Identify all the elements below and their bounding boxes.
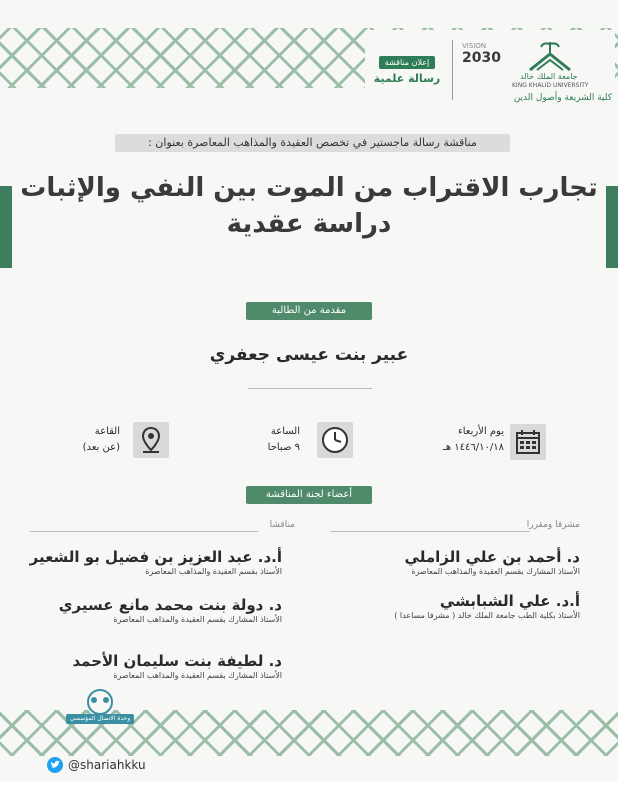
- examiner-1: [2, 548, 282, 576]
- location-pin-icon: [133, 422, 169, 458]
- examiner-2-role: الأستاذ المشارك بقسم العقيدة والمذاهب المعاصرة: [113, 615, 282, 624]
- examiners-heading: مناقشا: [269, 520, 295, 530]
- day-label: يوم الأربعاء: [458, 426, 504, 437]
- twitter-handle[interactable]: @shariahkku: [68, 758, 146, 772]
- examiner-2: [2, 596, 282, 624]
- date-value: ١٤٤٦/١٠/١٨ هـ: [442, 442, 504, 453]
- supervisors-heading: مشرفا ومقررا: [526, 520, 580, 530]
- vision-logo: [462, 42, 501, 66]
- presenter-label: مقدمة من الطالبة: [246, 302, 372, 320]
- supervisor-1-name: د. أحمد بن علي الزاملي: [404, 548, 580, 566]
- name-divider: [248, 388, 372, 389]
- university-name-ar: جامعة الملك خالد: [520, 72, 578, 81]
- hall-label: القاعة: [94, 426, 120, 437]
- hall-value: (عن بعد): [82, 442, 120, 453]
- header-divider: [452, 40, 453, 100]
- examiner-1-role: الأستاذ بقسم العقيدة والمذاهب المعاصرة: [145, 567, 282, 576]
- supervisor-2-role: الأستاذ بكلية الطب جامعة الملك خالد ( مشرفا مساعدا ): [394, 611, 580, 620]
- left-accent-bar: [0, 186, 12, 268]
- dept-name: وحدة الاتصال المؤسسي: [69, 715, 131, 722]
- thesis-title-line1: تجارب الاقتراب من الموت بين النفي والإثبات: [20, 173, 598, 203]
- announce-badge: [370, 50, 444, 85]
- college-name: كلية الشريعة وأصول الدين: [513, 93, 612, 103]
- supervisor-1: [300, 548, 580, 576]
- dept-logo: [60, 686, 140, 730]
- examiner-3-role: الأستاذ المشارك بقسم العقيدة والمذاهب المعاصرة: [113, 671, 282, 680]
- supervisor-2-name: أ.د. علي الشبابشي: [439, 592, 580, 610]
- supervisor-1-role: الأستاذ المشارك بقسم العقيدة والمذاهب المعاصرة: [411, 567, 580, 576]
- university-logo-icon: [525, 40, 575, 74]
- examiner-3: [2, 652, 282, 680]
- thesis-title-line2: دراسة عقدية: [226, 209, 392, 239]
- supervisor-2: [300, 592, 580, 620]
- committee-label: أعضاء لجنة المناقشة: [246, 486, 372, 504]
- student-name: عبير بنت عيسى جعفري: [209, 345, 409, 365]
- bottom-stripe: [0, 782, 618, 800]
- examiner-2-name: د. دولة بنت محمد مانع عسيري: [58, 596, 282, 614]
- vision-year: 2030: [462, 50, 501, 66]
- supervisors-heading-line: [330, 531, 530, 532]
- time-label: الساعة: [270, 426, 300, 437]
- twitter-icon[interactable]: [47, 757, 63, 773]
- right-accent-bar: [606, 186, 618, 268]
- announce-sub: رسالة علمية: [373, 72, 441, 85]
- calendar-icon: [510, 424, 546, 460]
- thesis-title: [20, 170, 598, 242]
- examiner-3-name: د. لطيفة بنت سليمان الأحمد: [72, 652, 282, 670]
- examiners-heading-line: [30, 531, 258, 532]
- university-name-en: KING KHALID UNIVERSITY: [512, 82, 589, 89]
- time-value: ٩ صباحا: [267, 442, 300, 453]
- intro-line: مناقشة رسالة ماجستير في تخصص العقيدة والمذاهب المعاصرة بعنوان :: [115, 134, 510, 152]
- clock-icon: [317, 422, 353, 458]
- vision-label: VISION: [462, 42, 487, 50]
- examiner-1-name: أ.د. عبد العزيز بن فضيل بو الشعير: [29, 548, 282, 566]
- announce-tag: إعلان مناقشة: [379, 56, 436, 69]
